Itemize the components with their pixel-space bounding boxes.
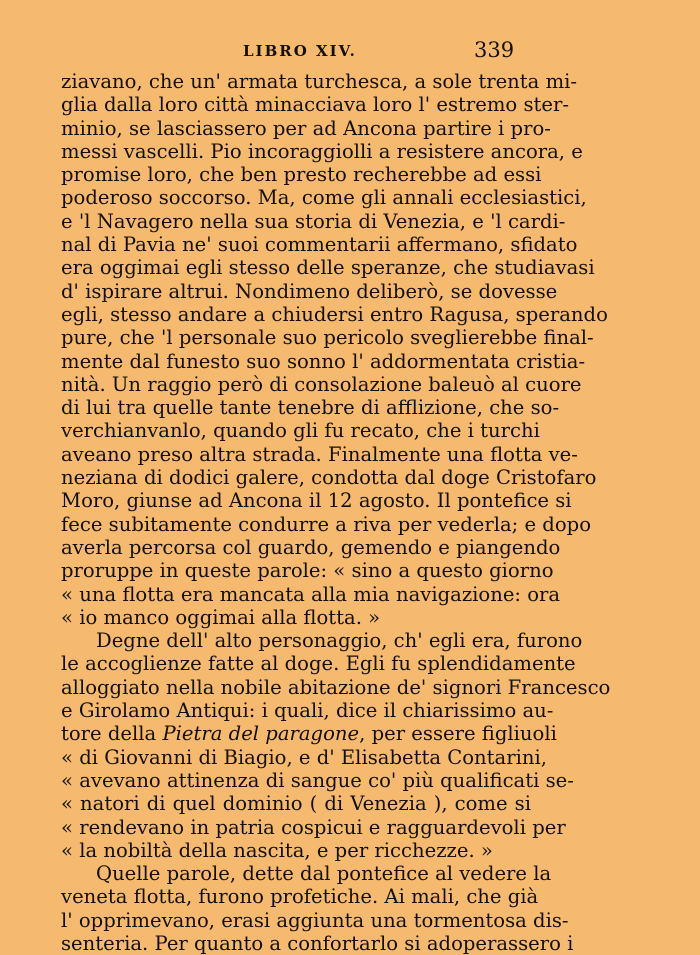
text-line: l' opprimevano, erasi aggiunta una tormentosa dis- xyxy=(61,908,569,932)
text-line: aveano preso altra strada. Finalmente una flotta ve- xyxy=(61,442,578,466)
text-line: d' ispirare altrui. Nondimeno deliberò, se dovesse xyxy=(61,279,558,303)
running-title: LIBRO XIV. xyxy=(243,42,357,60)
text-line: « rendevano in patria cospicui e ragguardevoli per xyxy=(61,815,566,839)
text-line: Quelle parole, dette dal pontefice al vedere la xyxy=(96,862,552,886)
text-line: glia dalla loro città minacciava loro l' estremo ster- xyxy=(61,93,569,117)
text-line: nal di Pavia ne' suoi commentarii affermano, sfidato xyxy=(61,233,578,257)
text-line: « natori di quel dominio ( di Venezia ), come si xyxy=(61,792,531,816)
text-line: e 'l Navagero nella sua storia di Venezia, e 'l cardi- xyxy=(61,209,566,233)
text-line: Degne dell' alto personaggio, ch' egli era, furono xyxy=(96,629,583,653)
text-fragment: , per essere figliuoli xyxy=(359,722,557,746)
text-line: « avevano attinenza di sangue co' più qualificati se- xyxy=(61,768,574,792)
italic-book-title: Pietra del paragone xyxy=(162,722,360,746)
page-header xyxy=(0,40,700,70)
text-line: fece subitamente condurre a riva per vederla; e dopo xyxy=(61,512,591,536)
page-number: 339 xyxy=(474,38,515,62)
text-line: senteria. Per quanto a confortarlo si adoperassero i xyxy=(61,931,574,955)
text-line: mente dal funesto suo sonno l' addormentata cristia- xyxy=(61,349,586,373)
text-line: nità. Un raggio però di consolazione baleuò al cuore xyxy=(61,372,582,396)
text-line-with-title xyxy=(61,722,557,746)
text-line: « io manco oggimai alla flotta. » xyxy=(61,605,381,629)
text-line: alloggiato nella nobile abitazione de' signori Francesco xyxy=(61,675,611,699)
text-line: promise loro, che ben presto recherebbe ad essi xyxy=(61,163,542,187)
text-line: di lui tra quelle tante tenebre di afflizione, che so- xyxy=(61,396,560,420)
text-line: neziana di dodici galere, condotta dal doge Cristofaro xyxy=(61,466,597,490)
body-text xyxy=(61,70,611,955)
text-line: Moro, giunse ad Ancona il 12 agosto. Il pontefice si xyxy=(61,489,572,513)
text-line: « la nobiltà della nascita, e per ricchezze. » xyxy=(61,838,493,862)
text-line: pure, che 'l personale suo pericolo sveglierebbe final- xyxy=(61,326,594,350)
text-line: minio, se lasciassero per ad Ancona partire i pro- xyxy=(61,116,551,140)
text-line: le accoglienze fatte al doge. Egli fu splendidamente xyxy=(61,652,576,676)
text-line: era oggimai egli stesso delle speranze, che studiavasi xyxy=(61,256,595,280)
text-line: averla percorsa col guardo, gemendo e piangendo xyxy=(61,535,561,559)
text-line: messi vascelli. Pio incoraggiolli a resistere ancora, e xyxy=(61,139,583,163)
text-line: e Girolamo Antiqui: i quali, dice il chiarissimo au- xyxy=(61,699,554,723)
text-line: « di Giovanni di Biagio, e d' Elisabetta Contarini, xyxy=(61,745,547,769)
text-line: verchianvanlo, quando gli fu recato, che i turchi xyxy=(61,419,540,443)
text-fragment: tore della xyxy=(61,722,157,746)
text-line: « una flotta era mancata alla mia navigazione: ora xyxy=(61,582,561,606)
text-line: egli, stesso andare a chiudersi entro Ragusa, sperando xyxy=(61,302,608,326)
text-line: ziavano, che un' armata turchesca, a sole trenta mi- xyxy=(61,70,578,93)
text-line: proruppe in queste parole: « sino a questo giorno xyxy=(61,559,554,583)
text-line: veneta flotta, furono profetiche. Ai mali, che già xyxy=(61,885,539,909)
text-line: poderoso soccorso. Ma, come gli annali ecclesiastici, xyxy=(61,186,587,210)
